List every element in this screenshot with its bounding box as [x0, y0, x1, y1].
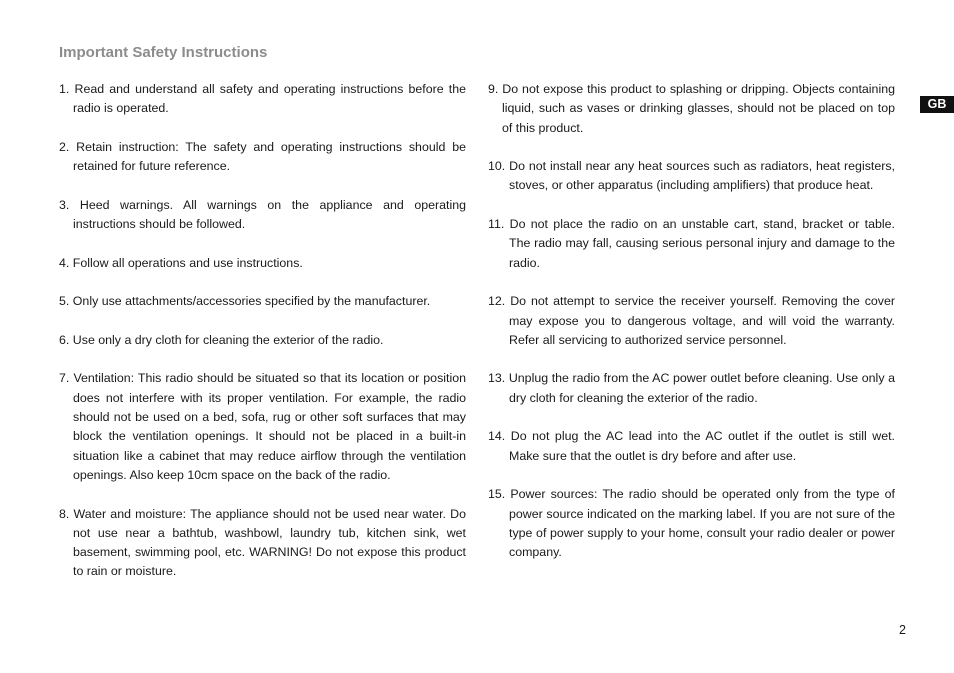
instruction-text: Read and understand all safety and operating instructions before the radio is operated. [73, 82, 466, 116]
instruction-text: Use only a dry cloth for cleaning the exterior of the radio. [72, 332, 384, 347]
instruction-number: 2. [59, 139, 70, 154]
instruction-item-10 [488, 157, 895, 196]
instruction-text: Retain instruction: The safety and operating instructions should be retained for future reference. [73, 139, 466, 174]
instruction-text: Heed warnings. All warnings on the appliance and operating instructions should be followed. [73, 197, 466, 232]
instruction-number: 3. [59, 197, 70, 212]
language-tab-gb: GB [920, 96, 954, 113]
instruction-text: Follow all operations and use instructions. [72, 255, 303, 270]
instruction-number: 7. [59, 371, 70, 386]
instruction-text: Do not install near any heat sources such as radiators, heat registers, stoves, or other apparatus (including amplifiers) that produce heat. [509, 159, 895, 193]
instruction-item-14 [488, 427, 895, 466]
instruction-text: Do not place the radio on an unstable cart, stand, bracket or table. The radio may fall, causing serious personal injury and damage to the radio. [509, 217, 895, 270]
instruction-number: 14. [488, 429, 506, 444]
instruction-text: Do not plug the AC lead into the AC outlet if the outlet is still wet. Make sure that the outlet is dry before and after use. [509, 429, 895, 463]
page-title: Important Safety Instructions [59, 44, 268, 61]
instruction-number: 1. [59, 82, 70, 96]
instruction-item-15 [488, 485, 895, 562]
instruction-number: 8. [59, 506, 70, 521]
instruction-text: Water and moisture: The appliance should not be used near water. Do not use near a bathtub, washbowl, laundry tub, kitchen sink, wet basement, swimming pool, etc. WARNING! Do not expose this product to rain or moisture. [73, 506, 466, 579]
instruction-item-7 [59, 369, 466, 485]
instruction-item-5 [59, 292, 466, 311]
instruction-number: 6. [59, 332, 70, 347]
instruction-number: 13. [488, 371, 506, 386]
instruction-number: 15. [488, 487, 506, 502]
instruction-item-2 [59, 138, 466, 177]
instruction-number: 5. [59, 294, 70, 309]
instruction-item-3 [59, 196, 466, 235]
instruction-number: 12. [488, 294, 506, 309]
instruction-text: Do not expose this product to splashing or dripping. Objects containing liquid, such as vases or drinking glasses, should not be placed on top of this product. [502, 82, 895, 135]
instruction-item-9 [488, 80, 895, 138]
instruction-item-4 [59, 254, 466, 273]
instruction-item-1 [59, 80, 466, 119]
instruction-item-6 [59, 331, 466, 350]
instruction-item-11 [488, 215, 895, 273]
instruction-item-12 [488, 292, 895, 350]
instruction-text: Power sources: The radio should be operated only from the type of power source indicated on the marking label. If you are not sure of the type of power supply to your home, consult your radio dealer or power company. [509, 487, 895, 560]
instruction-number: 11. [488, 217, 505, 232]
instruction-text: Unplug the radio from the AC power outlet before cleaning. Use only a dry cloth for cleaning the exterior of the radio. [508, 371, 895, 405]
instruction-number: 9. [488, 82, 499, 96]
instruction-number: 4. [59, 255, 70, 270]
page-number: 2 [899, 623, 906, 637]
instruction-item-8 [59, 505, 466, 582]
instruction-number: 10. [488, 159, 506, 174]
instruction-text: Only use attachments/accessories specified by the manufacturer. [72, 294, 431, 309]
instruction-item-13 [488, 369, 895, 408]
instructions-column-right [488, 80, 895, 582]
instruction-text: Do not attempt to service the receiver yourself. Removing the cover may expose you to dangerous voltage, and will void the warranty. Refer all servicing to authorized service personnel. [509, 294, 895, 347]
instructions-column-left [59, 80, 466, 601]
instruction-text: Ventilation: This radio should be situated so that its location or position does not interfere with its proper ventilation. For example, the radio should not be used on a bed, sofa, rug or other soft surfaces that may block the ventilation openings. It should not be placed in a built-in situation like a cabinet that may reduce airflow through the ventilation openings. Also keep 10cm space on the back of the radio. [73, 371, 466, 482]
